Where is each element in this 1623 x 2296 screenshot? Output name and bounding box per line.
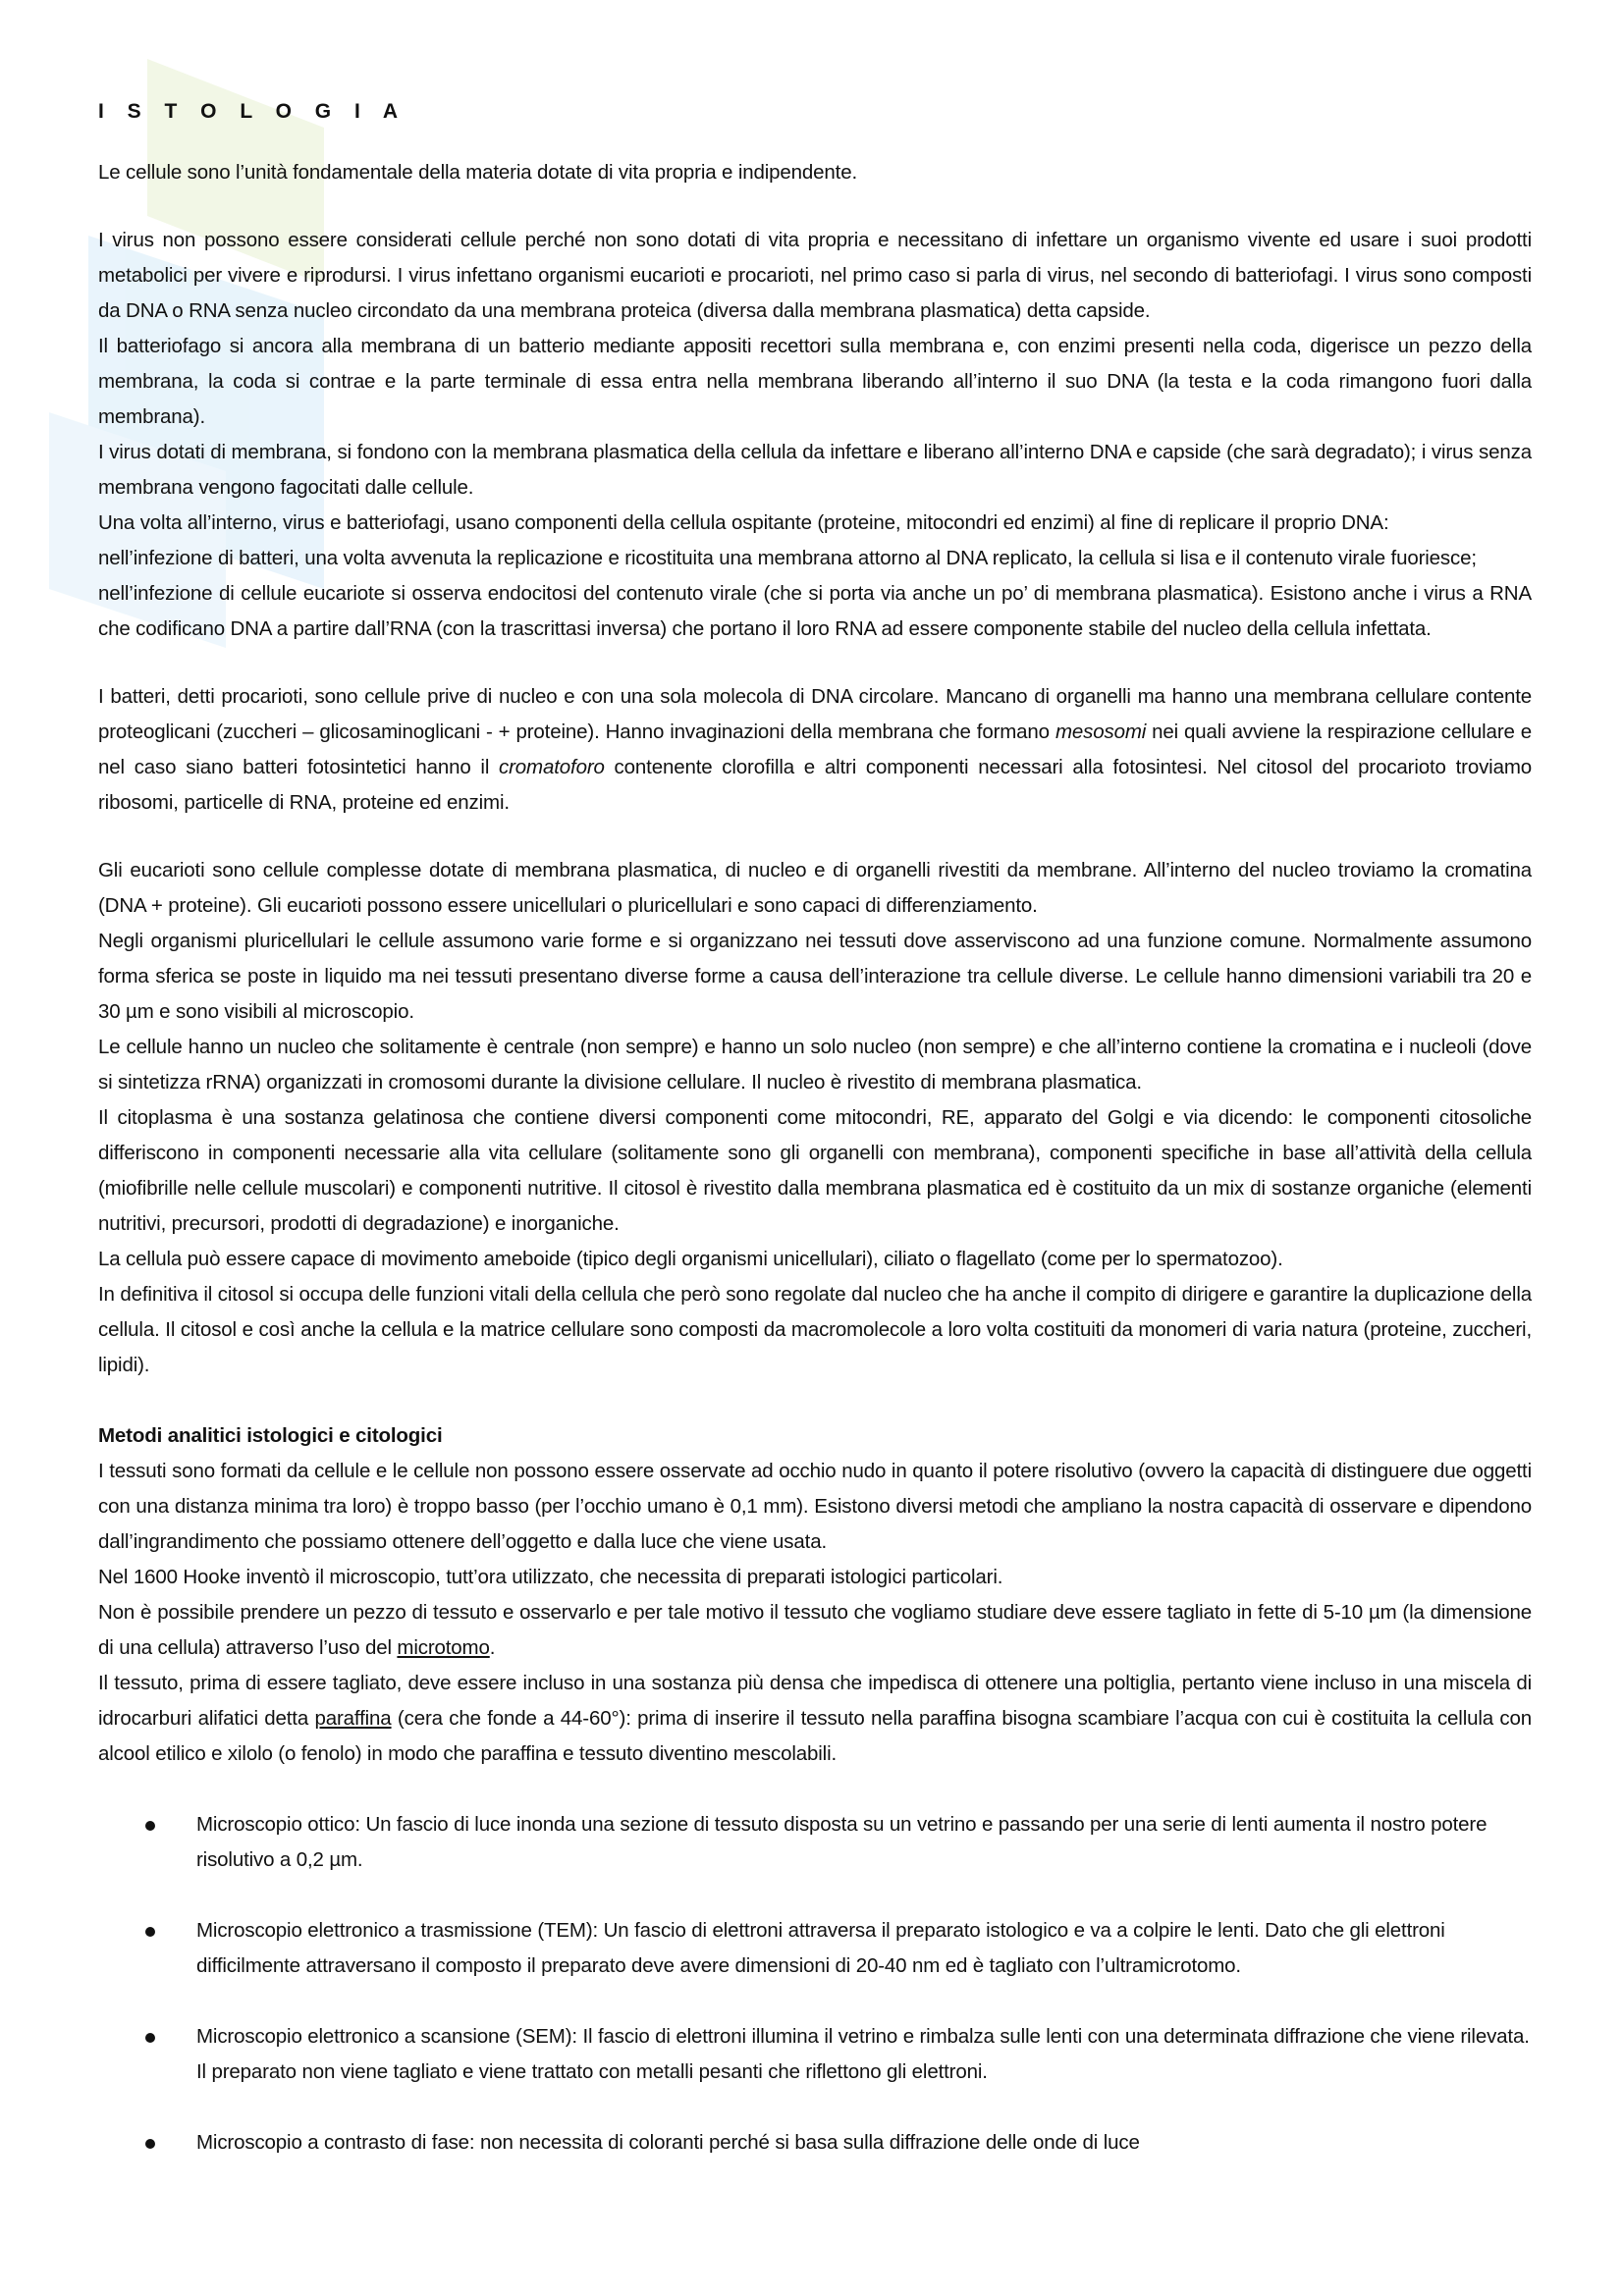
methods-paragraph-4: Il tessuto, prima di essere tagliato, deve essere incluso in una sostanza più densa che impedisca di ottenere una poltiglia, pertanto viene incluso in una miscela di idrocarburi alifatici detta paraffina (cera che fonde a 44-60°): prima di inserire il tessuto nella paraffina bisogna scambiare l’acqua con cui è costituita la cellula con alcool etilico e xilolo (o fenolo) in modo che paraffina e tessuto diventino mescolabili. (98, 1672, 1532, 1765)
virus-paragraph-4: Una volta all’interno, virus e batteriofagi, usano componenti della cellula ospitante (proteine, mitocondri ed enzimi) al fine di replicare il proprio DNA: (98, 511, 1389, 534)
eukaryotes-paragraph-2: Negli organismi pluricellulari le cellule assumono varie forme e si organizzano nei tessuti dove asserviscono ad una funzione comune. Normalmente assumono forma sferica se poste in liquido ma nei tessuti presentano diverse forme a causa dell’interazione tra cellule diverse. Le cellule hanno dimensioni variabili tra 20 e 30 µm e sono visibili al microscopio. (98, 930, 1532, 1023)
virus-paragraph-5: nell’infezione di batteri, una volta avvenuta la replicazione e ricostituita una membrana attorno al DNA replicato, la cellula si lisa e il contenuto virale fuoriesce; (98, 547, 1477, 569)
page-title: I S T O L O G I A (98, 100, 407, 123)
list-item: Microscopio elettronico a trasmissione (TEM): Un fascio di elettroni attraversa il preparato istologico e va a colpire le lenti. Dato che gli elettroni difficilmente attraversano il composto il preparato deve avere dimensioni di 20-40 nm ed è tagliato con l’ultramicrotomo. (98, 1913, 1532, 1984)
eukaryotes-paragraph-3: Le cellule hanno un nucleo che solitamente è centrale (non sempre) e hanno un solo nucleo (non sempre) e che all’interno contiene la cromatina e i nucleoli (dove si sintetizza rRNA) organizzati in cromosomi durante la divisione cellulare. Il nucleo è rivestito di membrana plasmatica. (98, 1036, 1532, 1094)
eukaryotes-paragraph-4: Il citoplasma è una sostanza gelatinosa che contiene diversi componenti come mitocondri, RE, apparato del Golgi e via dicendo: le componenti citosoliche differiscono in componenti necessarie alla vita cellulare (solitamente sono gli organelli con membrana), componenti specifiche in base all’attività della cellula (miofibrille nelle cellule muscolari) e componenti nutritive. Il citosol è rivestito dalla membrana plasmatica ed è costituito da un mix di sostanze organiche (elementi nutritivi, precursori, prodotti di degradazione) e inorganiche. (98, 1106, 1532, 1235)
bullet-icon (145, 2139, 155, 2149)
bacteria-paragraph: I batteri, detti procarioti, sono cellule prive di nucleo e con una sola molecola di DNA circolare. Mancano di organelli ma hanno una membrana cellulare contente proteoglicani (zuccheri – glicosaminoglicani - + proteine). Hanno invaginazioni della membrana che formano mesosomi nei quali avviene la respirazione cellulare e nel caso siano batteri fotosintetici hanno il cromatoforo contenente clorofilla e altri componenti necessari alla fotosintesi. Nel citosol del procarioto troviamo ribosomi, particelle di RNA, proteine ed enzimi. (98, 685, 1532, 814)
virus-paragraph-2: Il batteriofago si ancora alla membrana di un batterio mediante appositi recettori sulla membrana e, con enzimi presenti nella coda, digerisce un pezzo della membrana, la coda si contrae e la parte terminale di essa entra nella membrana liberando all’interno il suo DNA (la testa e la coda rimangono fuori dalla membrana). (98, 335, 1532, 428)
bullet-icon (145, 1821, 155, 1831)
microscope-list (98, 1807, 1532, 2161)
term-paraffina: paraffina (314, 1707, 392, 1730)
methods-paragraph-1: I tessuti sono formati da cellule e le cellule non possono essere osservate ad occhio nudo in quanto il potere risolutivo (ovvero la capacità di distinguere due oggetti con una distanza minima tra loro) è troppo basso (per l’occhio umano è 0,1 mm). Esistono diversi metodi che ampliano la nostra capacità di osservare e dipendono dall’ingrandimento che possiamo ottenere dell’oggetto e dalla luce che viene usata. (98, 1460, 1532, 1553)
intro-paragraph: Le cellule sono l’unità fondamentale della materia dotate di vita propria e indipendente. (98, 161, 858, 184)
term-mesosomi: mesosomi (1055, 721, 1147, 743)
eukaryotes-paragraph-1: Gli eucarioti sono cellule complesse dotate di membrana plasmatica, di nucleo e di organelli rivestiti da membrane. All’interno del nucleo troviamo la cromatina (DNA + proteine). Gli eucarioti possono essere unicellulari o pluricellulari e sono capaci di differenziamento. (98, 859, 1532, 917)
term-microtomo: microtomo (397, 1636, 490, 1659)
list-item: Microscopio ottico: Un fascio di luce inonda una sezione di tessuto disposta su un vetrino e passando per una serie di lenti aumenta il nostro potere risolutivo a 0,2 µm. (98, 1807, 1532, 1878)
virus-paragraph-1: I virus non possono essere considerati cellule perché non sono dotati di vita propria e necessitano di infettare un organismo vivente ed usare i suoi prodotti metabolici per vivere e riprodursi. I virus infettano organismi eucarioti e procarioti, nel primo caso si parla di virus, nel secondo di batteriofagi. I virus sono composti da DNA o RNA senza nucleo circondato da una membrana proteica (diversa dalla membrana plasmatica) detta capside. (98, 229, 1532, 322)
bullet-icon (145, 2033, 155, 2043)
virus-paragraph-3: I virus dotati di membrana, si fondono con la membrana plasmatica della cellula da infettare e liberano all’interno DNA e capside (che sarà degradato); i virus senza membrana vengono fagocitati dalle cellule. (98, 441, 1532, 499)
eukaryotes-paragraph-5: La cellula può essere capace di movimento ameboide (tipico degli organismi unicellulari), ciliato o flagellato (come per lo spermatozoo). (98, 1248, 1283, 1270)
list-item: Microscopio elettronico a scansione (SEM): Il fascio di elettroni illumina il vetrino e rimbalza sulle lenti con una determinata diffrazione che viene rilevata. Il preparato non viene tagliato e viene trattato con metalli pesanti che riflettono gli elettroni. (98, 2019, 1532, 2090)
bullet-icon (145, 1927, 155, 1937)
list-item: Microscopio a contrasto di fase: non necessita di coloranti perché si basa sulla diffrazione delle onde di luce (98, 2125, 1532, 2161)
methods-heading: Metodi analitici istologici e citologici (98, 1424, 443, 1447)
document-page (98, 94, 1532, 2196)
methods-paragraph-3: Non è possibile prendere un pezzo di tessuto e osservarlo e per tale motivo il tessuto che vogliamo studiare deve essere tagliato in fette di 5-10 µm (la dimensione di una cellula) attraverso l’uso del microtomo. (98, 1601, 1532, 1659)
methods-paragraph-2: Nel 1600 Hooke inventò il microscopio, tutt’ora utilizzato, che necessita di preparati istologici particolari. (98, 1566, 1003, 1588)
eukaryotes-paragraph-6: In definitiva il citosol si occupa delle funzioni vitali della cellula che però sono regolate dal nucleo che ha anche il compito di dirigere e garantire la duplicazione della cellula. Il citosol e così anche la cellula e la matrice cellulare sono composti da macromolecole a loro volta costituiti da monomeri di varia natura (proteine, zuccheri, lipidi). (98, 1283, 1532, 1376)
virus-paragraph-6: nell’infezione di cellule eucariote si osserva endocitosi del contenuto virale (che si porta via anche un po’ di membrana plasmatica). Esistono anche i virus a RNA che codificano DNA a partire dall’RNA (con la trascrittasi inversa) che portano il loro RNA ad essere componente stabile del nucleo della cellula infettata. (98, 582, 1532, 640)
term-cromatoforo: cromatoforo (499, 756, 605, 778)
